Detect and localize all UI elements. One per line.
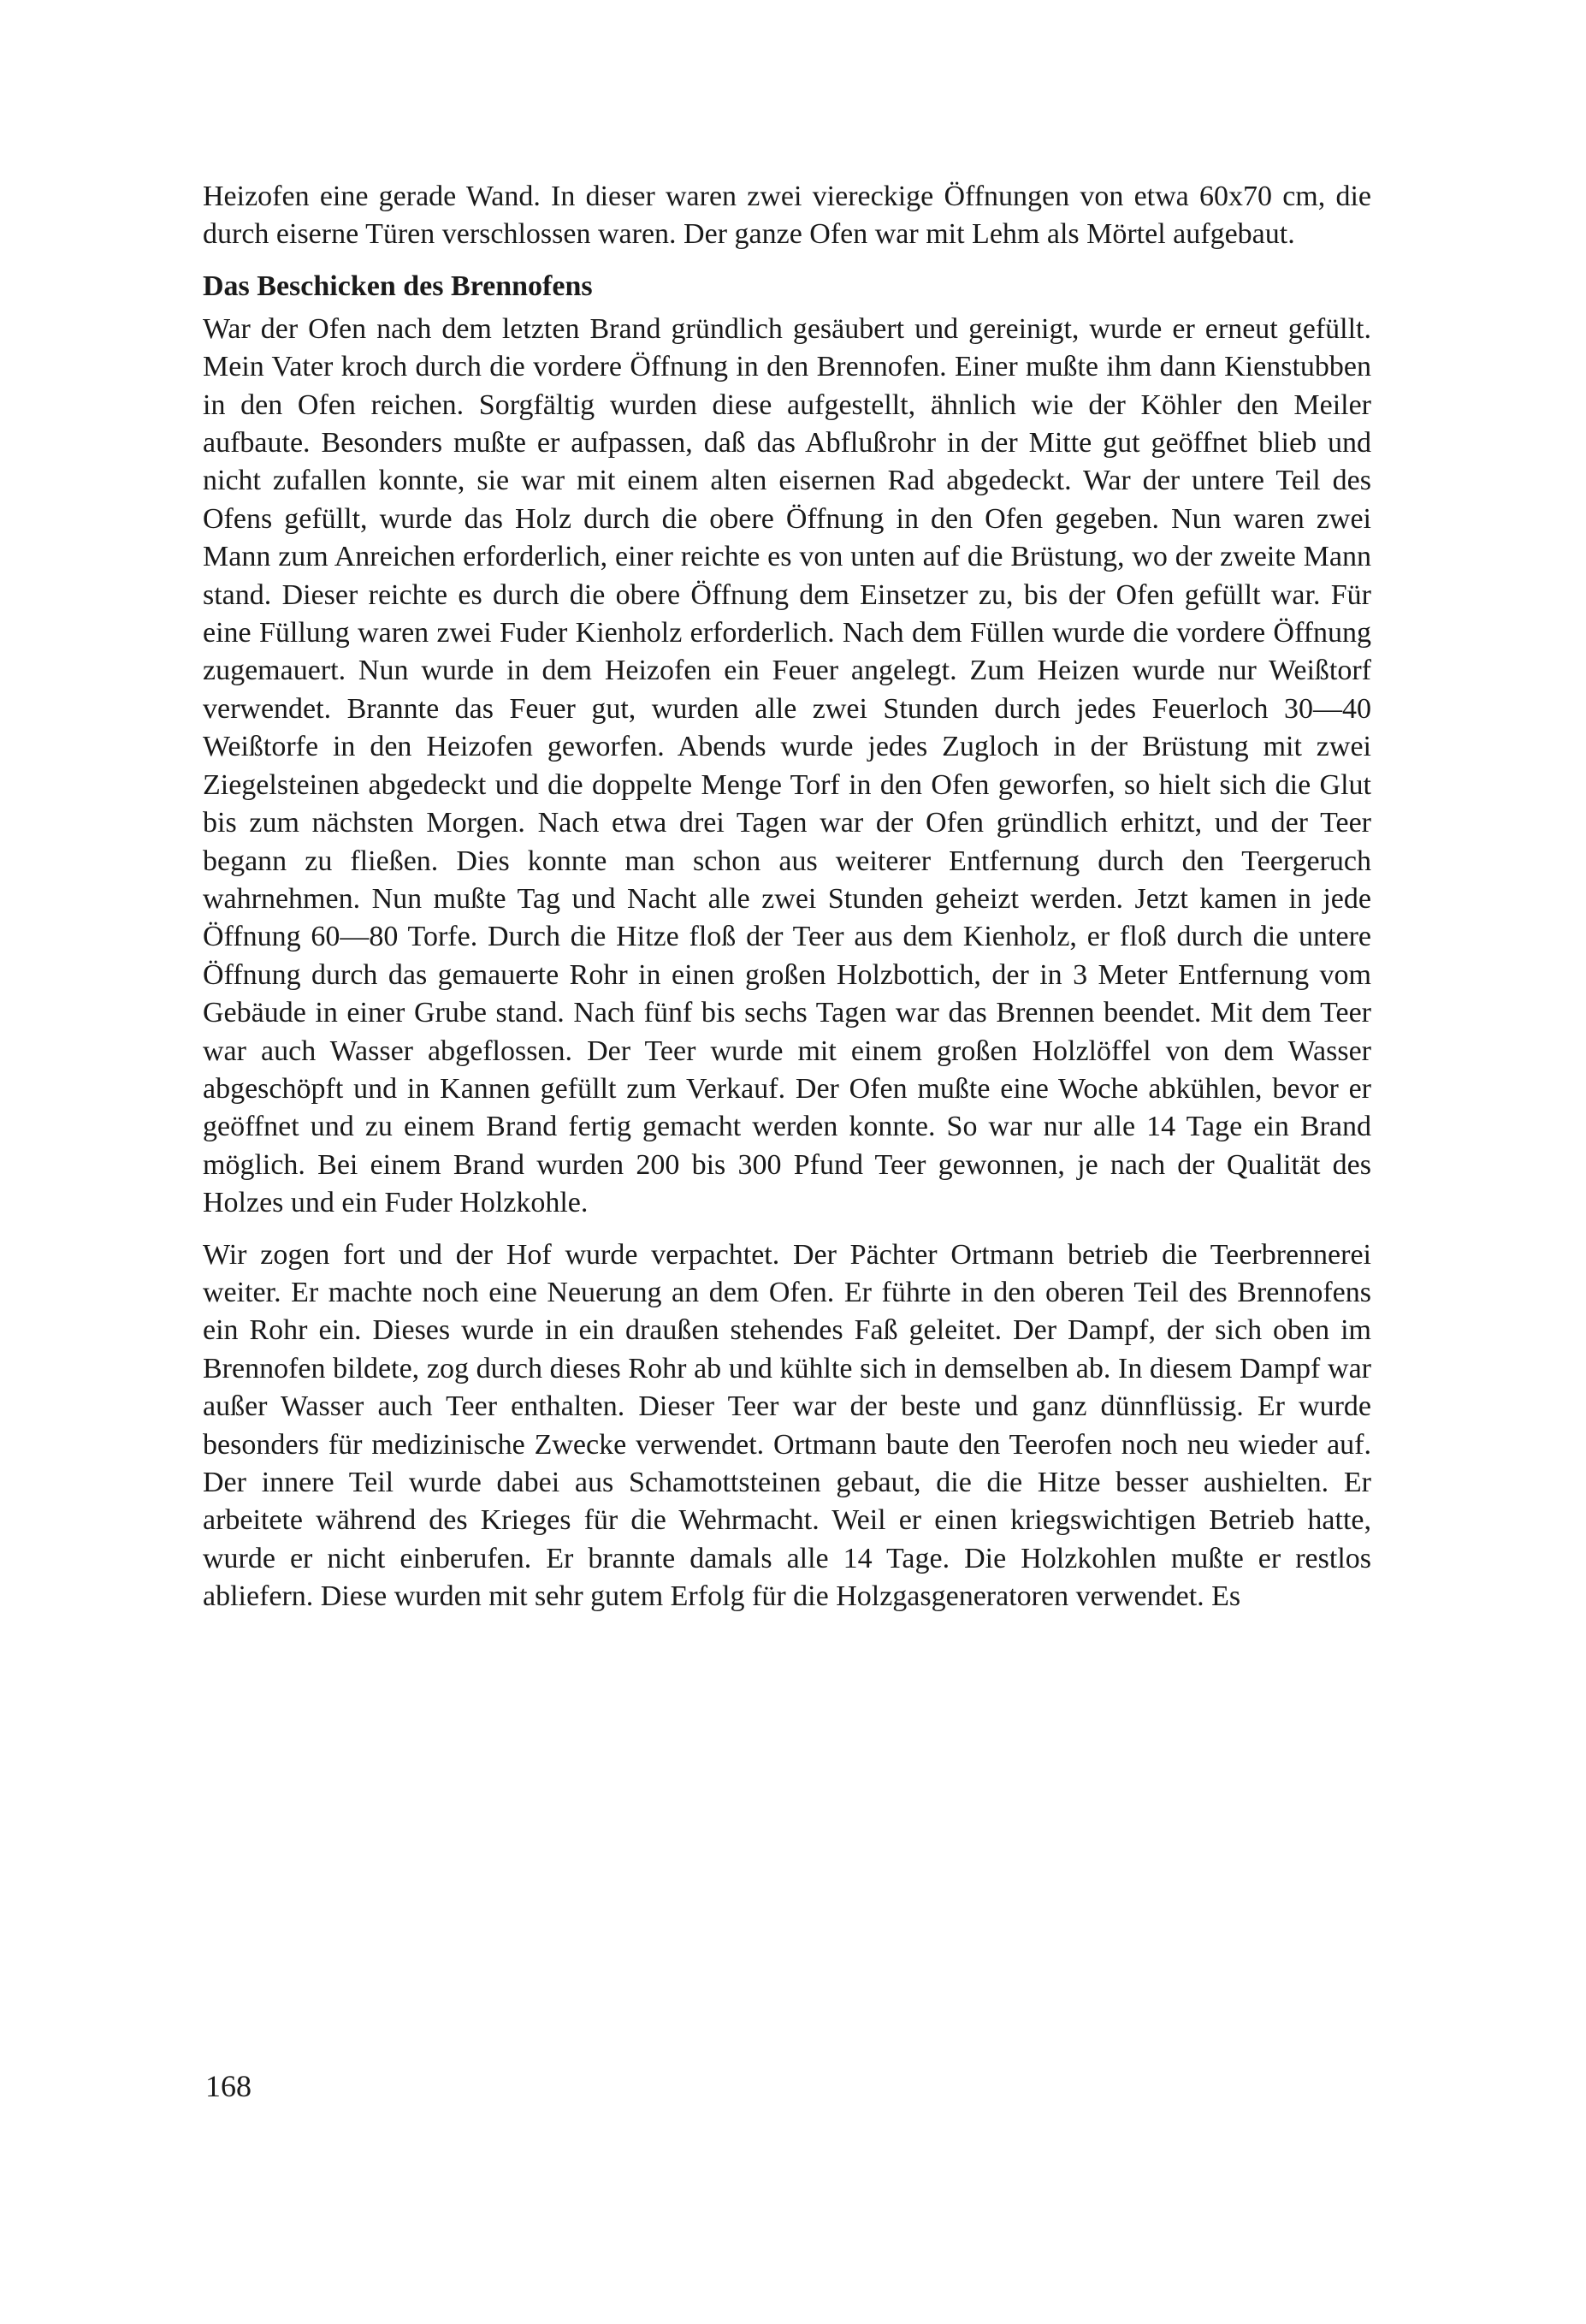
- section-heading: Das Beschicken des Brennofens: [203, 270, 593, 302]
- body-text: [203, 178, 1371, 1616]
- paragraph-gap: [203, 1223, 1371, 1236]
- section-paragraph-1: War der Ofen nach dem letzten Brand gründlich gesäubert und gereinigt, wurde er erneut gefüllt. Mein Vater kroch durch die vordere Öffnung in den Brennofen. Einer mußte ihm dann Kienstubben in den Ofen reichen. Sorgfältig wurden diese aufgestellt, ähnlich wie der Köhler den Meiler aufbaute. Besonders mußte er aufpassen, daß das Abflußrohr in der Mitte gut geöffnet blieb und nicht zufallen konnte, sie war mit einem alten eisernen Rad abgedeckt. War der untere Teil des Ofens gefüllt, wurde das Holz durch die obere Öffnung in den Ofen gegeben. Nun waren zwei Mann zum Anreichen erforderlich, einer reichte es von unten auf die Brüstung, wo der zweite Mann stand. Dieser reichte es durch die obere Öffnung dem Einsetzer zu, bis der Ofen gefüllt war. Für eine Füllung waren zwei Fuder Kienholz erforderlich. Nach dem Füllen wurde die vordere Öffnung zugemauert. Nun wurde in dem Heizofen ein Feuer angelegt. Zum Heizen wurde nur Weißtorf verwendet. Brannte das Feuer gut, wurden alle zwei Stunden durch jedes Feuerloch 30—40 Weißtorfe in den Heizofen geworfen. Abends wurde jedes Zugloch in der Brüstung mit zwei Ziegelsteinen abgedeckt und die doppelte Menge Torf in den Ofen geworfen, so hielt sich die Glut bis zum nächsten Morgen. Nach etwa drei Tagen war der Ofen gründlich erhitzt, und der Teer begann zu fließen. Dies konnte man schon aus weiterer Entfernung durch den Teergeruch wahrnehmen. Nun mußte Tag und Nacht alle zwei Stunden geheizt werden. Jetzt kamen in jede Öffnung 60—80 Torfe. Durch die Hitze floß der Teer aus dem Kienholz, er floß durch die untere Öffnung durch das gemauerte Rohr in einen großen Holzbottich, der in 3 Meter Entfernung vom Gebäude in einer Grube stand. Nach fünf bis sechs Tagen war das Brennen beendet. Mit dem Teer war auch Wasser abgeflossen. Der Teer wurde mit einem großen Holzlöffel von dem Wasser abgeschöpft und in Kannen gefüllt zum Verkauf. Der Ofen mußte eine Woche abkühlen, bevor er geöffnet und zu einem Brand fertig gemacht werden konnte. So war nur alle 14 Tage ein Brand möglich. Bei einem Brand wurden 200 bis 300 Pfund Teer gewonnen, je nach der Qualität des Holzes und ein Fuder Holzkohle.: [203, 312, 1371, 1219]
- page-number: 168: [205, 2069, 252, 2103]
- intro-paragraph: Heizofen eine gerade Wand. In dieser waren zwei viereckige Öffnungen von etwa 60x70 cm, die durch eiserne Türen verschlossen waren. Der ganze Ofen war mit Lehm als Mörtel aufgebaut.: [203, 181, 1371, 251]
- section-paragraph-2: Wir zogen fort und der Hof wurde verpachtet. Der Pächter Ortmann betrieb die Teerbrennerei weiter. Er machte noch eine Neuerung an dem Ofen. Er führte in den oberen Teil des Brennofens ein Rohr ein. Dieses wurde in ein draußen stehendes Faß geleitet. Der Dampf, der sich oben im Brennofen bildete, zog durch dieses Rohr ab und kühlte sich in demselben ab. In diesem Dampf war außer Wasser auch Teer enthalten. Dieser Teer war der beste und ganz dünnflüssig. Er wurde besonders für medizinische Zwecke verwendet. Ortmann baute den Teerofen noch neu wieder auf. Der innere Teil wurde dabei aus Schamottsteinen gebaut, die die Hitze besser aushielten. Er arbeitete während des Krieges für die Wehrmacht. Weil er einen kriegswichtigen Betrieb hatte, wurde er nicht einberufen. Er brannte damals alle 14 Tage. Die Holzkohlen mußte er restlos abliefern. Diese wurden mit sehr gutem Erfolg für die Holzgasgeneratoren verwendet. Es: [203, 1238, 1371, 1613]
